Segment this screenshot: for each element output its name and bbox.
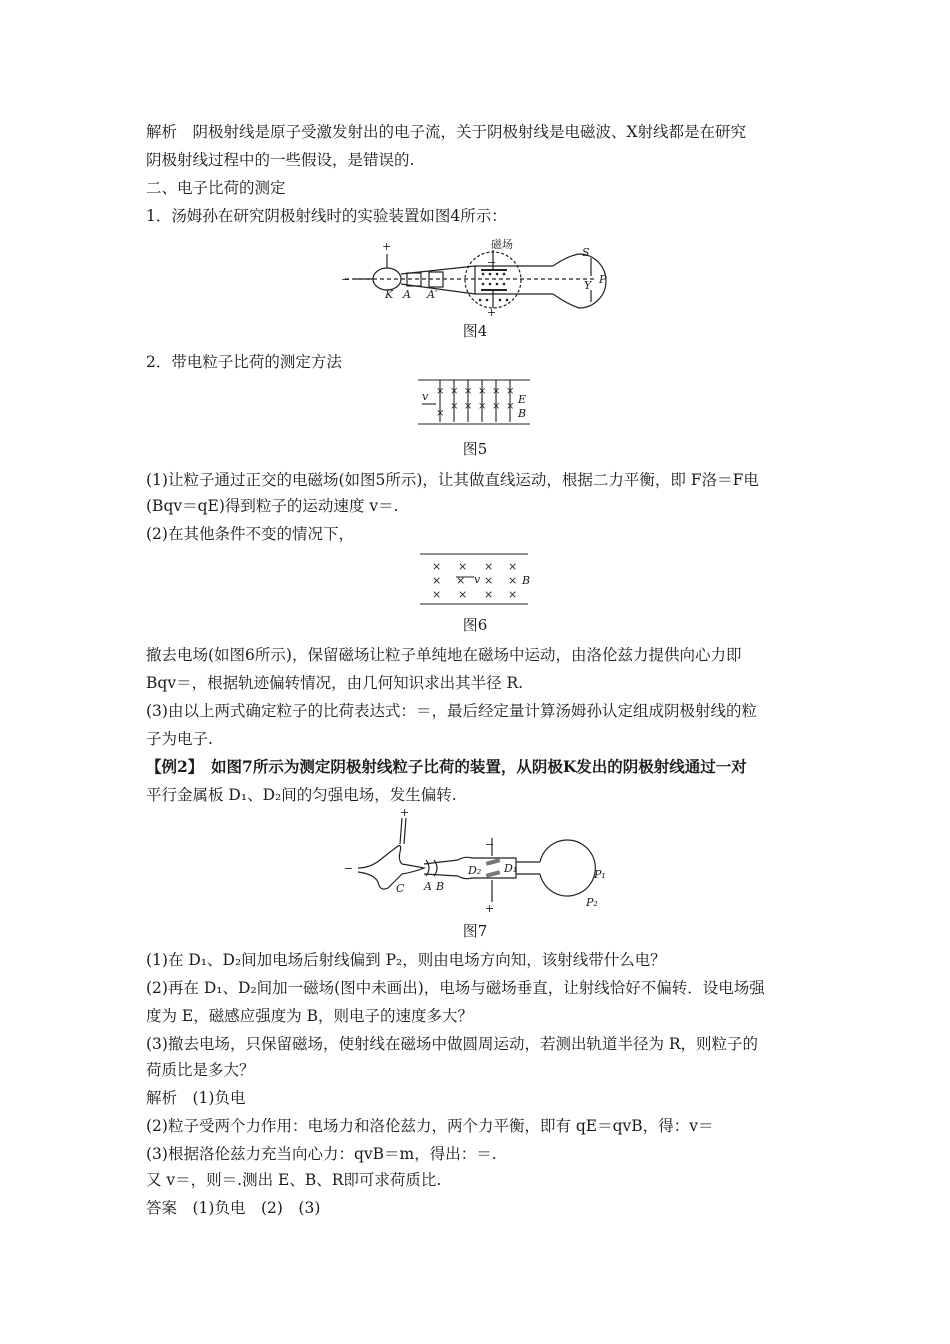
svg-text:×: × [432, 588, 442, 601]
fig7-p1-label: P₁ [594, 868, 606, 881]
text-line: (Bqv＝qE)得到粒子的运动速度 v＝. [146, 497, 399, 515]
fig7-plus-bottom-label: + [485, 902, 495, 912]
analysis-line: 解析 (1)负电 [146, 1089, 246, 1107]
svg-text:×: × [464, 401, 473, 412]
text-line: 撤去电场(如图6所示)，保留磁场让粒子单纯地在磁场中运动，由洛伦兹力提供向心力即 [146, 646, 742, 664]
svg-text:×: × [450, 386, 459, 397]
figure-4-caption: 图4 [462, 322, 488, 340]
figure-4-diagram [335, 236, 620, 316]
text-line: (3)撤去电场，只保留磁场，使射线在磁场中做圆周运动，若测出轨道半径为 R，则粒子的 [146, 1035, 759, 1053]
section-heading: 二、电子比荷的测定 [146, 179, 286, 197]
svg-text:×: × [508, 560, 518, 573]
figure-7-caption: 图7 [462, 922, 488, 940]
svg-text:×: × [478, 401, 487, 412]
fig4-plus-label: + [382, 240, 392, 253]
fig7-minus-label: − [344, 862, 354, 875]
text-line: 子为电子. [146, 730, 213, 748]
svg-text:×: × [458, 588, 468, 601]
text-line: (1)让粒子通过正交的电磁场(如图5所示)，让其做直线运动，根据二力平衡，即 F洛＝F电 [146, 471, 759, 489]
svg-text:×: × [484, 588, 494, 601]
svg-text:×: × [492, 386, 501, 397]
fig4-y-label: Y [584, 279, 592, 292]
text-line: (3)根据洛伦兹力充当向心力：qvB＝m，得出：＝. [146, 1145, 497, 1163]
fig7-p2-label: P₂ [586, 896, 598, 909]
figure-7-diagram [340, 808, 620, 912]
text-line: (2)粒子受两个力作用：电场力和洛伦兹力，两个力平衡，即有 qE＝qvB，得：v＝ [146, 1117, 714, 1135]
figure-6-caption: 图6 [462, 616, 488, 634]
fig7-d2-label: D₂ [468, 864, 482, 877]
svg-text:×: × [506, 386, 515, 397]
text-line: 2．带电粒子比荷的测定方法 [146, 353, 342, 371]
text-line: (3)由以上两式确定粒子的比荷表达式：＝，最后经定量计算汤姆孙认定组成阴极射线的粒 [146, 702, 757, 720]
figure-5-caption: 图5 [462, 440, 488, 458]
fig6-b-label: B [522, 574, 531, 587]
text-line: (1)在 D₁、D₂间加电场后射线偏到 P₂，则由电场方向知，该射线带什么电？ [146, 951, 666, 969]
text-line: (2)再在 D₁、D₂间加一磁场(图中未画出)，电场与磁场垂直，让射线恰好不偏转．设电场强 [146, 979, 765, 997]
svg-text:×: × [458, 560, 468, 573]
fig5-v-label: v [422, 390, 429, 403]
text-line: 又 v＝，则＝.测出 E、B、R即可求荷质比. [146, 1171, 442, 1189]
svg-text:×: × [432, 574, 442, 587]
example-heading: 【例2】 如图7所示为测定阴极射线粒子比荷的装置，从阴极K发出的阴极射线通过一对 [146, 757, 747, 776]
svg-text:×: × [506, 401, 515, 412]
fig7-c-label: C [396, 882, 405, 895]
fig4-field-label: 磁场 [491, 238, 513, 251]
fig7-plus-label: + [400, 808, 410, 819]
fig7-a-label: A [424, 880, 432, 893]
fig4-minus-top-label: − [487, 256, 497, 269]
fig4-s-label: S [582, 246, 590, 259]
text-line: (2)在其他条件不变的情况下， [146, 525, 354, 543]
text-line: Bqv＝，根据轨迹偏转情况，由几何知识求出其半径 R. [146, 674, 524, 692]
svg-text:×: × [508, 574, 518, 587]
fig7-b-label: B [436, 880, 445, 893]
fig4-minus-label: − [341, 273, 351, 286]
svg-text:×: × [432, 560, 442, 573]
svg-text:×: × [436, 408, 445, 419]
fig4-a-label: A [403, 288, 411, 301]
fig7-minus-top-label: − [485, 838, 495, 851]
svg-text:×: × [456, 574, 466, 587]
text-line: 1．汤姆孙在研究阴极射线时的实验装置如图4所示： [146, 207, 507, 225]
text-line: 度为 E，磁感应强度为 B，则电子的速度多大？ [146, 1007, 474, 1025]
fig4-p-label: P [599, 273, 607, 286]
figure-6-diagram [420, 550, 532, 606]
figure-5-diagram [418, 376, 530, 428]
fig5-e-label: E [518, 393, 527, 406]
svg-text:×: × [492, 401, 501, 412]
text-line: 荷质比是多大？ [146, 1061, 255, 1079]
svg-text:×: × [484, 560, 494, 573]
fig4-plus-bottom-label: + [487, 306, 497, 316]
svg-text:×: × [464, 386, 473, 397]
text-line: 解析 阴极射线是原子受激发射出的电子流，关于阴极射线是电磁波、X射线都是在研究 [146, 123, 747, 141]
svg-text:×: × [478, 386, 487, 397]
svg-text:×: × [484, 574, 494, 587]
fig4-a-prime-label: A′ [427, 288, 438, 301]
svg-text:×: × [436, 386, 445, 397]
fig6-v-label: v [474, 573, 481, 586]
fig4-k-label: K [385, 288, 394, 301]
svg-text:×: × [450, 401, 459, 412]
svg-text:×: × [508, 588, 518, 601]
fig5-b-label: B [518, 407, 527, 420]
text-line: 阴极射线过程中的一些假设，是错误的. [146, 151, 415, 169]
answer-line: 答案 (1)负电 (2) (3) [146, 1199, 321, 1217]
text-line: 平行金属板 D₁、D₂间的匀强电场，发生偏转. [146, 786, 457, 804]
fig7-d1-label: D₁ [504, 862, 518, 875]
